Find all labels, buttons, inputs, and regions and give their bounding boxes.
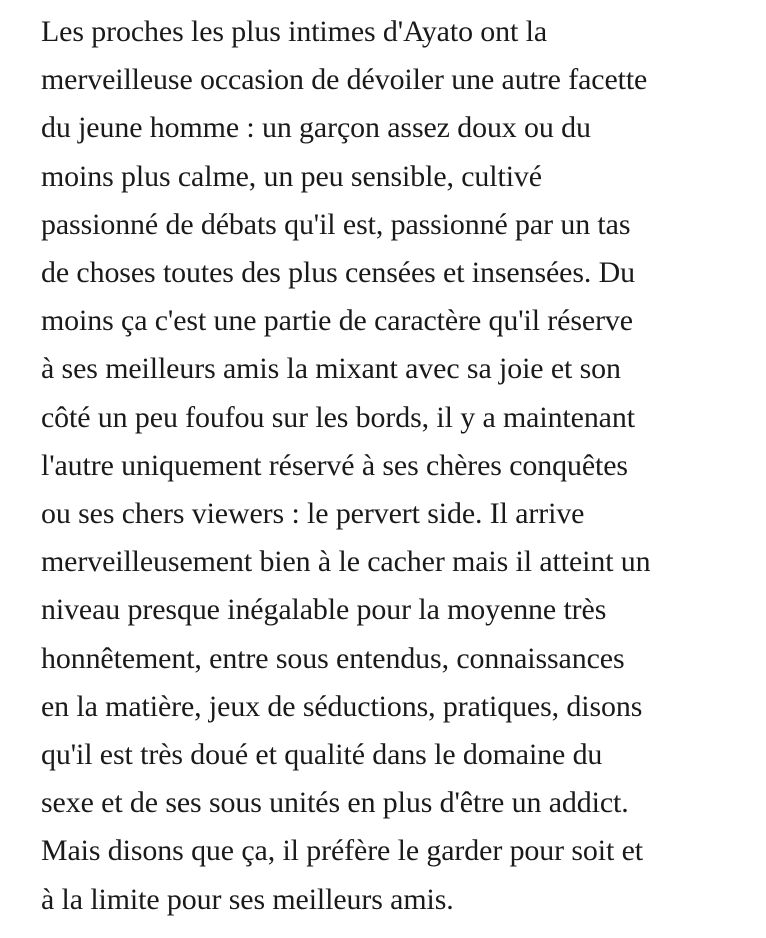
paragraph-line-3: du jeune homme : un garçon assez doux ou du <box>41 111 591 145</box>
paragraph-line-12: merveilleusement bien à le cacher mais il atteint un <box>41 545 651 579</box>
paragraph-line-14: honnêtement, entre sous entendus, connaissances <box>41 641 625 675</box>
paragraph-line-6: de choses toutes des plus censées et insensées. Du <box>41 256 636 290</box>
paragraph-line-15: en la matière, jeux de séductions, pratiques, disons <box>41 689 643 723</box>
paragraph-line-5: passionné de débats qu'il est, passionné par un tas <box>41 207 631 241</box>
paragraph-line-13: niveau presque inégalable pour la moyenne très <box>41 593 607 627</box>
paragraph-line-10: l'autre uniquement réservé à ses chères conquêtes <box>41 448 628 482</box>
paragraph-line-8: à ses meilleurs amis la mixant avec sa joie et son <box>41 352 621 386</box>
body-paragraph <box>41 8 766 924</box>
paragraph-line-11: ou ses chers viewers : le pervert side. Il arrive <box>41 497 585 531</box>
paragraph-line-16: qu'il est très doué et qualité dans le domaine du <box>41 738 603 772</box>
paragraph-line-7: moins ça c'est une partie de caractère qu'il réserve <box>41 304 633 338</box>
paragraph-line-17: sexe et de ses sous unités en plus d'être un addict. <box>41 786 629 820</box>
paragraph-line-19: à la limite pour ses meilleurs amis. <box>41 882 454 916</box>
paragraph-line-4: moins plus calme, un peu sensible, cultivé <box>41 159 542 193</box>
paragraph-line-2: merveilleuse occasion de dévoiler une autre facette <box>41 63 648 97</box>
paragraph-line-18: Mais disons que ça, il préfère le garder pour soit et <box>41 834 643 868</box>
paragraph-line-9: côté un peu foufou sur les bords, il y a maintenant <box>41 400 635 434</box>
paragraph-line-1: Les proches les plus intimes d'Ayato ont la <box>41 15 548 48</box>
